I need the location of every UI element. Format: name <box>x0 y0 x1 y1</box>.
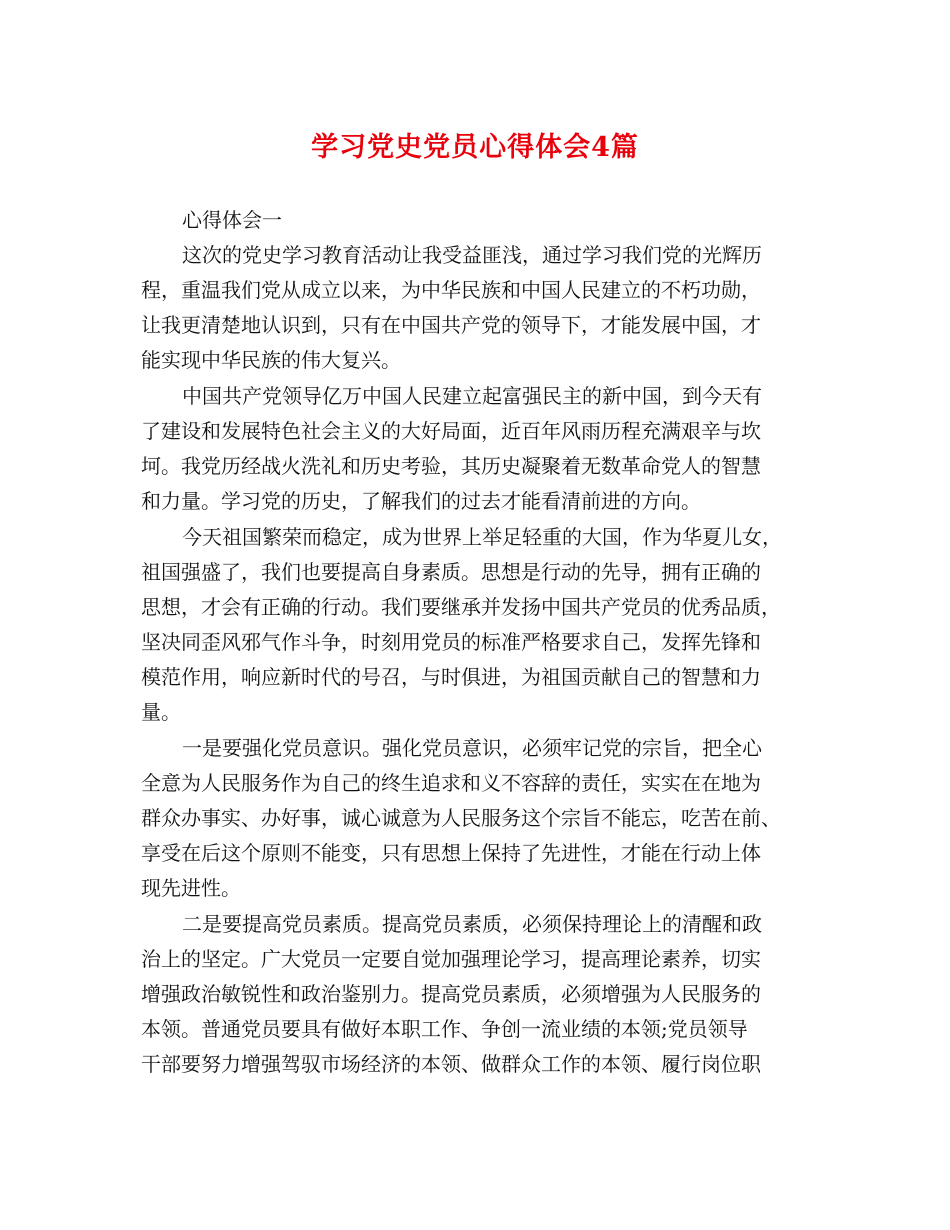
text-line: 治上的坚定。广大党员一定要自觉加强理论学习，提高理论素养，切实 <box>141 947 761 971</box>
text-line: 祖国强盛了，我们也要提高自身素质。思想是行动的先导，拥有正确的 <box>141 560 761 584</box>
text-line: 中国共产党领导亿万中国人民建立起富强民主的新中国，到今天有 <box>182 384 762 408</box>
text-line: 坷。我党历经战火洗礼和历史考验，其历史凝聚着无数革命党人的智慧 <box>141 454 761 478</box>
text-line: 思想，才会有正确的行动。我们要继承并发扬中国共产党员的优秀品质， <box>141 595 781 619</box>
text-line: 这次的党史学习教育活动让我受益匪浅，通过学习我们党的光辉历 <box>182 243 762 267</box>
text-line: 二是要提高党员素质。提高党员素质，必须保持理论上的清醒和政 <box>182 912 762 936</box>
text-line: 今天祖国繁荣而稳定，成为世界上举足轻重的大国，作为华夏儿女， <box>182 525 782 549</box>
text-line: 让我更清楚地认识到，只有在中国共产党的领导下，才能发展中国，才 <box>141 313 761 337</box>
page-title: 学习党史党员心得体会4篇 <box>311 132 639 163</box>
text-line: 增强政治敏锐性和政治鉴别力。提高党员素质，必须增强为人民服务的 <box>141 982 761 1006</box>
text-line: 一是要强化党员意识。强化党员意识，必须牢记党的宗旨，把全心 <box>182 736 762 760</box>
text-line: 现先进性。 <box>141 876 241 900</box>
document-body <box>141 203 817 1082</box>
text-line: 坚决同歪风邪气作斗争，时刻用党员的标准严格要求自己，发挥先锋和 <box>141 630 761 654</box>
section-heading: 心得体会一 <box>182 208 282 232</box>
text-line: 量。 <box>141 700 181 724</box>
text-line: 全意为人民服务作为自己的终生追求和义不容辞的责任，实实在在地为 <box>141 771 761 795</box>
text-line: 程，重温我们党从成立以来，为中华民族和中国人民建立的不朽功勋， <box>141 278 761 302</box>
text-line: 模范作用，响应新时代的号召，与时俱进，为祖国贡献自己的智慧和力 <box>141 665 761 689</box>
text-line: 干部要努力增强驾驭市场经济的本领、做群众工作的本领、履行岗位职 <box>141 1052 761 1076</box>
text-line: 享受在后这个原则不能变，只有思想上保持了先进性，才能在行动上体 <box>141 841 761 865</box>
text-line: 本领。普通党员要具有做好本职工作、争创一流业绩的本领;党员领导 <box>141 1017 748 1041</box>
text-line: 和力量。学习党的历史，了解我们的过去才能看清前进的方向。 <box>141 489 701 513</box>
text-line: 群众办事实、办好事，诚心诚意为人民服务这个宗旨不能忘，吃苦在前、 <box>141 806 781 830</box>
text-line: 能实现中华民族的伟大复兴。 <box>141 348 401 372</box>
text-line: 了建设和发展特色社会主义的大好局面，近百年风雨历程充满艰辛与坎 <box>141 419 761 443</box>
